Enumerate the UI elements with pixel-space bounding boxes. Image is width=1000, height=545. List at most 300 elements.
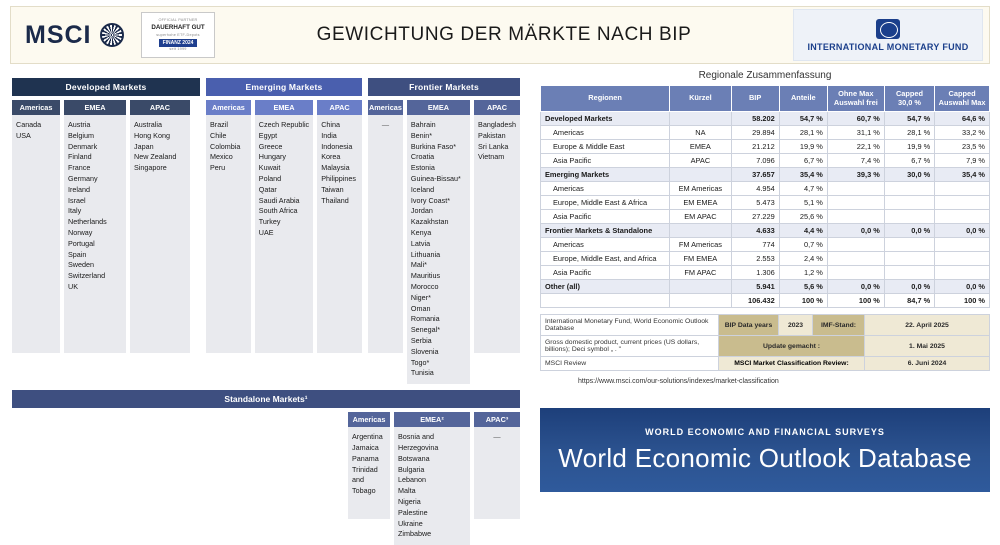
market-subcolumn	[317, 100, 362, 353]
market-country-list	[407, 115, 470, 384]
row-value: 0,0 %	[935, 224, 990, 238]
country-item: Australia	[134, 120, 162, 129]
market-country-list	[255, 115, 313, 353]
country-item: Japan	[134, 141, 154, 151]
table-row	[541, 238, 990, 252]
row-value: 39,3 %	[827, 168, 884, 182]
country-item: Singapore	[134, 163, 167, 173]
country-item: Romania	[410, 314, 440, 324]
country-item: Estonia	[410, 163, 435, 173]
row-value	[884, 238, 934, 252]
country-item: Niger*	[410, 292, 431, 302]
country-item: Qatar	[258, 184, 277, 194]
country-item: Korea	[321, 152, 341, 162]
market-group-title: Emerging Markets	[206, 78, 362, 96]
country-item: Egypt	[258, 130, 278, 140]
row-value: FM APAC	[670, 266, 731, 280]
row-value	[827, 252, 884, 266]
row-value	[935, 266, 990, 280]
country-item: Switzerland	[68, 271, 106, 281]
market-subcolumns	[206, 100, 362, 353]
country-item: Portugal	[68, 238, 95, 248]
standalone-subcolumn	[394, 412, 470, 545]
row-label: Developed Markets	[541, 112, 670, 126]
row-value: 54,7 %	[884, 112, 934, 126]
country-item: Malta	[398, 486, 416, 496]
page-header	[10, 6, 990, 64]
country-item: Sri Lanka	[478, 141, 509, 151]
row-value: EM APAC	[670, 210, 731, 224]
row-value: 4.633	[731, 224, 779, 238]
row-value: 0,0 %	[827, 224, 884, 238]
country-item: Norway	[68, 227, 93, 237]
row-value: 2.553	[731, 252, 779, 266]
row-value: 22,1 %	[827, 140, 884, 154]
market-subcolumn-header: Americas	[206, 100, 251, 115]
row-value: 7,9 %	[935, 154, 990, 168]
country-item: Latvia	[410, 238, 431, 248]
source-line-1: International Monetary Fund, World Economic Outlook Database	[541, 315, 719, 336]
row-value: 5.941	[731, 280, 779, 294]
row-value: 4.954	[731, 182, 779, 196]
row-value: 0,7 %	[779, 238, 827, 252]
country-item: Pakistan	[478, 130, 506, 140]
row-value: 0,0 %	[884, 280, 934, 294]
row-value: 31,1 %	[827, 126, 884, 140]
standalone-subcolumn-header: EMEA²	[394, 412, 470, 427]
imf-stand-value: 22. April 2025	[865, 315, 990, 336]
updated-label: Update gemacht :	[719, 336, 865, 357]
country-item: Ireland	[68, 184, 90, 194]
country-item: Lithuania	[410, 249, 441, 259]
row-value: 5,6 %	[779, 280, 827, 294]
country-item: Nigeria	[398, 496, 421, 506]
standalone-country-list	[474, 427, 520, 519]
row-value: 1,2 %	[779, 266, 827, 280]
country-item: Turkey	[258, 217, 281, 227]
summary-column-header: Capped Auswahl Max	[935, 86, 990, 112]
country-item: Mali*	[410, 260, 427, 270]
row-value	[884, 210, 934, 224]
table-row	[541, 112, 990, 126]
row-value: 84,7 %	[884, 294, 934, 308]
row-value: 58.202	[731, 112, 779, 126]
country-item: Spain	[68, 249, 87, 259]
country-item: Botswana	[398, 453, 430, 463]
row-value: 25,6 %	[779, 210, 827, 224]
market-subcolumns	[368, 100, 520, 384]
standalone-subcolumn	[474, 412, 520, 545]
meta-row-1	[541, 315, 990, 336]
row-value: 27.229	[731, 210, 779, 224]
country-item: Hong Kong	[134, 130, 170, 140]
table-row	[541, 196, 990, 210]
row-value: 19,9 %	[779, 140, 827, 154]
country-item: Germany	[68, 173, 98, 183]
row-value	[670, 294, 731, 308]
summary-table	[540, 85, 990, 308]
country-item: Israel	[68, 195, 86, 205]
row-value: NA	[670, 126, 731, 140]
country-item: Finland	[68, 152, 92, 162]
bip-years-label: BIP Data years	[719, 315, 779, 336]
row-value: 7,4 %	[827, 154, 884, 168]
row-label: Americas	[541, 126, 670, 140]
msci-globe-icon	[100, 23, 124, 47]
table-row	[541, 252, 990, 266]
table-row	[541, 140, 990, 154]
country-item: Peru	[210, 163, 226, 173]
country-item: Morocco	[410, 281, 439, 291]
market-subcolumn-header: Americas	[12, 100, 60, 115]
standalone-subcolumn-header: Americas	[348, 412, 390, 427]
meta-table	[540, 314, 990, 371]
row-value	[884, 266, 934, 280]
award-badge	[141, 12, 215, 58]
country-item: Chile	[210, 130, 227, 140]
market-subcolumn-header: APAC	[317, 100, 362, 115]
bip-years-value: 2023	[779, 315, 813, 336]
row-value	[670, 280, 731, 294]
table-row	[541, 224, 990, 238]
award-main-text: DAUERHAFT GUT	[151, 24, 205, 32]
row-value: 5,1 %	[779, 196, 827, 210]
row-value	[884, 182, 934, 196]
row-value: 0,0 %	[827, 280, 884, 294]
country-item: Indonesia	[321, 141, 353, 151]
row-value: 35,4 %	[779, 168, 827, 182]
standalone-subcolumn	[348, 412, 390, 545]
country-item: Oman	[410, 303, 431, 313]
row-value: FM EMEA	[670, 252, 731, 266]
row-value: 28,1 %	[884, 126, 934, 140]
table-row	[541, 126, 990, 140]
market-country-list	[12, 115, 60, 353]
row-value: 19,9 %	[884, 140, 934, 154]
spacer-emg	[195, 412, 344, 545]
country-item: Brazil	[210, 120, 228, 129]
summary-title: Regionale Zusammenfassung	[698, 70, 832, 81]
row-value: 4,7 %	[779, 182, 827, 196]
country-item: Bangladesh	[478, 120, 516, 129]
country-item: Togo*	[410, 357, 430, 367]
country-item: Denmark	[68, 141, 98, 151]
row-value: 774	[731, 238, 779, 252]
row-label: Americas	[541, 182, 670, 196]
summary-column-header: Capped 30,0 %	[884, 86, 934, 112]
market-country-list	[64, 115, 126, 353]
row-value: 0,0 %	[884, 224, 934, 238]
row-value: 100 %	[935, 294, 990, 308]
market-subcolumn-header: EMEA	[255, 100, 313, 115]
market-subcolumn	[64, 100, 126, 353]
country-item: Malaysia	[321, 163, 350, 173]
table-row	[541, 154, 990, 168]
market-subcolumn-header: Americas	[368, 100, 403, 115]
market-subcolumn	[368, 100, 403, 384]
spacer-dev	[12, 412, 191, 545]
country-item: Slovenia	[410, 346, 439, 356]
market-subcolumn	[407, 100, 470, 384]
meta-row-3	[541, 357, 990, 371]
country-item: Colombia	[210, 141, 241, 151]
row-value: 60,7 %	[827, 112, 884, 126]
country-item: Taiwan	[321, 184, 344, 194]
country-item: Ivory Coast*	[410, 195, 451, 205]
country-item: —	[493, 432, 501, 442]
row-value: 1.306	[731, 266, 779, 280]
row-label: Europe, Middle East & Africa	[541, 196, 670, 210]
summary-column-header: Ohne Max Auswahl frei	[827, 86, 884, 112]
row-value	[884, 196, 934, 210]
row-value: 100 %	[827, 294, 884, 308]
country-item: Iceland	[410, 184, 435, 194]
row-label: Asia Pacific	[541, 266, 670, 280]
table-row	[541, 210, 990, 224]
market-subcolumn	[130, 100, 190, 353]
row-value: EM EMEA	[670, 196, 731, 210]
country-item: Philippines	[321, 173, 356, 183]
country-item: Zimbabwe	[398, 529, 432, 539]
market-country-list	[206, 115, 251, 353]
row-value: FM Americas	[670, 238, 731, 252]
country-item: Trinidad and Tobago	[352, 464, 378, 496]
table-row	[541, 168, 990, 182]
row-value	[935, 210, 990, 224]
country-item: USA	[16, 130, 31, 140]
country-item: Saudi Arabia	[258, 195, 300, 205]
country-item: Mauritius	[410, 271, 441, 281]
country-item: Kuwait	[258, 163, 281, 173]
msci-logo	[11, 21, 141, 50]
source-line-3: MSCI Review	[541, 357, 719, 371]
row-value: 30,0 %	[884, 168, 934, 182]
country-item: Belgium	[68, 130, 94, 140]
row-value: 37.657	[731, 168, 779, 182]
row-label: Europe & Middle East	[541, 140, 670, 154]
standalone-columns	[348, 412, 520, 545]
summary-column-header: Regionen	[541, 86, 670, 112]
row-value: 100 %	[779, 294, 827, 308]
standalone-title: Standalone Markets¹	[12, 390, 520, 408]
standalone-country-list	[394, 427, 470, 545]
market-classification-panel	[12, 78, 520, 545]
market-country-list	[368, 115, 403, 353]
country-item: Thailand	[321, 195, 349, 205]
imf-stand-label: IMF-Stand:	[813, 315, 865, 336]
weo-subtitle: WORLD ECONOMIC AND FINANCIAL SURVEYS	[645, 426, 885, 437]
market-subcolumn	[474, 100, 520, 384]
country-item: Kenya	[410, 227, 432, 237]
row-value: 23,5 %	[935, 140, 990, 154]
row-label: Americas	[541, 238, 670, 252]
award-sub-text: superhohe ETF-Depots	[156, 32, 200, 37]
row-value	[935, 182, 990, 196]
weo-title: World Economic Outlook Database	[558, 442, 972, 473]
imf-emblem-icon	[876, 19, 900, 39]
country-item: Burkina Faso*	[410, 141, 457, 151]
market-subcolumns	[12, 100, 200, 353]
market-group-title: Developed Markets	[12, 78, 200, 96]
row-value	[827, 266, 884, 280]
country-item: UK	[68, 281, 78, 291]
country-item: Italy	[68, 206, 82, 216]
country-item: Panama	[352, 453, 379, 463]
country-item: Tunisia	[410, 368, 434, 378]
row-value	[827, 210, 884, 224]
row-value: 29.894	[731, 126, 779, 140]
country-item: Argentina	[352, 432, 383, 442]
market-group	[368, 78, 520, 384]
country-item: Canada	[16, 120, 42, 129]
row-value: EMEA	[670, 140, 731, 154]
regional-summary-panel	[540, 70, 990, 385]
market-country-list	[317, 115, 362, 353]
country-item: India	[321, 130, 337, 140]
row-value	[670, 112, 731, 126]
country-item: Palestine	[398, 507, 428, 517]
country-item: Sweden	[68, 260, 94, 270]
table-row	[541, 266, 990, 280]
summary-column-header: BIP	[731, 86, 779, 112]
row-value: 33,2 %	[935, 126, 990, 140]
market-group-title: Frontier Markets	[368, 78, 520, 96]
country-item: Ukraine	[398, 518, 423, 528]
row-value	[935, 196, 990, 210]
classification-url[interactable]: https://www.msci.com/our-solutions/indexes/market-classification	[578, 378, 779, 386]
row-value: 6,7 %	[884, 154, 934, 168]
market-country-list	[130, 115, 190, 353]
market-subcolumn	[255, 100, 313, 353]
row-value	[827, 196, 884, 210]
review-label: MSCI Market Classification Review:	[719, 357, 865, 371]
country-item: Vietnam	[478, 152, 505, 162]
row-value	[935, 238, 990, 252]
award-foot-text: seit 1999	[169, 46, 187, 51]
row-label: Frontier Markets & Standalone	[541, 224, 670, 238]
imf-logo	[793, 9, 983, 61]
country-item: Bosnia and Herzegovina	[398, 432, 439, 452]
row-value: 54,7 %	[779, 112, 827, 126]
summary-column-header: Anteile	[779, 86, 827, 112]
row-value	[670, 224, 731, 238]
source-line-2: Gross domestic product, current prices (US dollars, billions); Deci symbol „ . "	[541, 336, 719, 357]
row-value	[935, 252, 990, 266]
row-value: 2,4 %	[779, 252, 827, 266]
row-label: Asia Pacific	[541, 154, 670, 168]
country-item: Hungary	[258, 152, 286, 162]
country-item: Austria	[68, 120, 91, 129]
country-item: —	[381, 120, 390, 129]
row-value: 21.212	[731, 140, 779, 154]
award-badge-label: FINANZ 2024	[159, 39, 198, 47]
row-value	[827, 182, 884, 196]
country-item: Mexico	[210, 152, 233, 162]
row-value: 35,4 %	[935, 168, 990, 182]
summary-column-header: Kürzel	[670, 86, 731, 112]
market-subcolumn	[206, 100, 251, 353]
market-subcolumn-header: APAC	[474, 100, 520, 115]
row-value: APAC	[670, 154, 731, 168]
row-value: 7.096	[731, 154, 779, 168]
country-item: Kazakhstan	[410, 217, 449, 227]
msci-logo-text: MSCI	[25, 20, 92, 49]
review-value: 6. Juni 2024	[865, 357, 990, 371]
summary-body	[541, 112, 990, 308]
standalone-row	[12, 412, 520, 545]
table-row	[541, 280, 990, 294]
row-value: 64,6 %	[935, 112, 990, 126]
market-country-list	[474, 115, 520, 353]
row-value: 106.432	[731, 294, 779, 308]
standalone-markets-block	[12, 390, 520, 545]
row-value: EM Americas	[670, 182, 731, 196]
market-subcolumn-header: EMEA	[64, 100, 126, 115]
row-value	[884, 252, 934, 266]
row-value: 5.473	[731, 196, 779, 210]
award-top-text: OFFICIAL PARTNER	[158, 18, 198, 23]
country-item: Jordan	[410, 206, 433, 216]
meta-row-2	[541, 336, 990, 357]
country-item: New Zealand	[134, 152, 177, 162]
table-row	[541, 182, 990, 196]
market-subcolumn-header: APAC	[130, 100, 190, 115]
row-label: Europe, Middle East, and Africa	[541, 252, 670, 266]
country-item: Guinea-Bissau*	[410, 173, 461, 183]
country-item: UAE	[258, 227, 274, 237]
table-row	[541, 294, 990, 308]
standalone-subcolumn-header: APAC³	[474, 412, 520, 427]
market-group	[12, 78, 200, 384]
row-value: 4,4 %	[779, 224, 827, 238]
row-label: Other (all)	[541, 280, 670, 294]
country-item: Bulgaria	[398, 464, 425, 474]
country-item: France	[68, 163, 91, 173]
row-value: 6,7 %	[779, 154, 827, 168]
standalone-country-list	[348, 427, 390, 519]
country-item: Lebanon	[398, 475, 426, 485]
country-item: Bahrain	[410, 120, 436, 129]
weo-banner	[540, 408, 990, 492]
row-label: Asia Pacific	[541, 210, 670, 224]
row-value: 0,0 %	[935, 280, 990, 294]
page-title: GEWICHTUNG DER MÄRKTE NACH BIP	[316, 24, 692, 45]
country-item: Senegal*	[410, 325, 441, 335]
country-item: Czech Republic	[258, 120, 310, 129]
row-label	[541, 294, 670, 308]
country-item: China	[321, 120, 340, 129]
row-label: Emerging Markets	[541, 168, 670, 182]
row-value: 28,1 %	[779, 126, 827, 140]
country-item: Jamaica	[352, 442, 379, 452]
summary-head-row	[541, 86, 990, 112]
market-group	[206, 78, 362, 384]
row-value	[670, 168, 731, 182]
market-subcolumn-header: EMEA	[407, 100, 470, 115]
country-item: Poland	[258, 173, 282, 183]
market-groups	[12, 78, 520, 384]
country-item: South Africa	[258, 206, 298, 216]
updated-value: 1. Mai 2025	[865, 336, 990, 357]
country-item: Netherlands	[68, 217, 107, 227]
market-subcolumn	[12, 100, 60, 353]
country-item: Serbia	[410, 335, 432, 345]
country-item: Croatia	[410, 152, 435, 162]
country-item: Benin*	[410, 130, 433, 140]
imf-logo-label: INTERNATIONAL MONETARY FUND	[807, 41, 969, 52]
country-item: Greece	[258, 141, 283, 151]
row-value	[827, 238, 884, 252]
